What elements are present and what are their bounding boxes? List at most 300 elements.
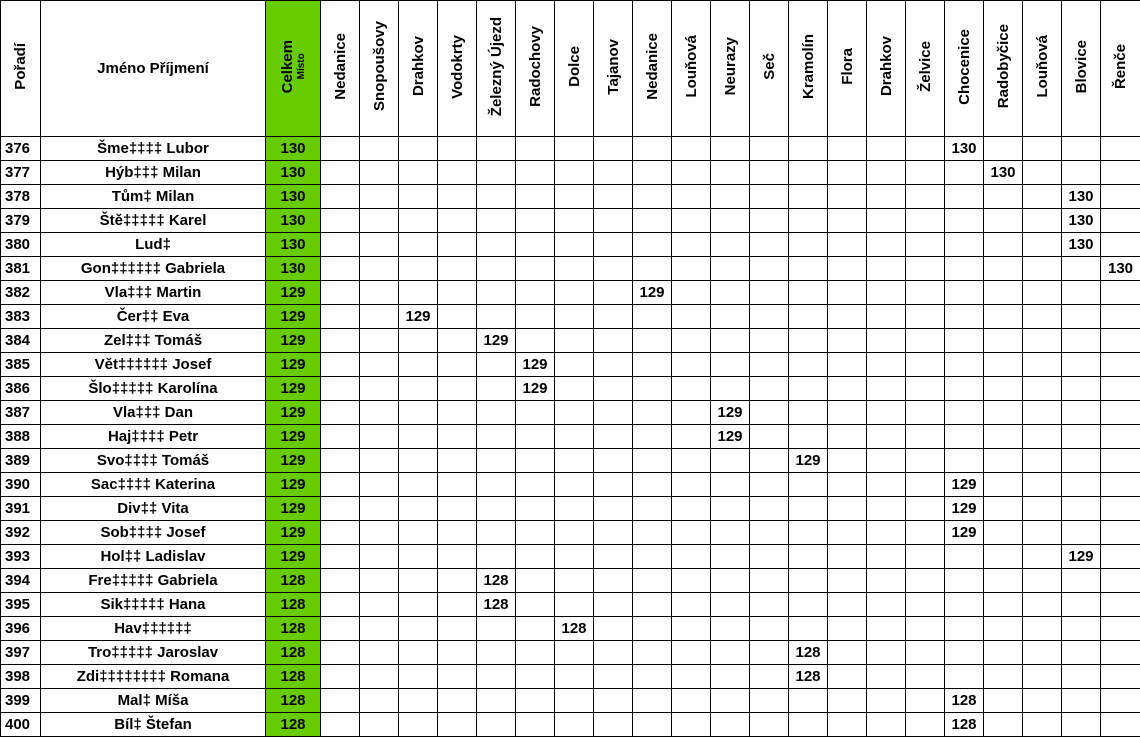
empty-cell — [750, 713, 789, 737]
empty-cell — [711, 641, 750, 665]
table-row — [1, 593, 1140, 617]
empty-cell — [477, 305, 516, 329]
empty-cell — [789, 137, 828, 161]
empty-cell — [984, 473, 1023, 497]
score-cell: 129 — [399, 305, 438, 329]
empty-cell — [633, 137, 672, 161]
empty-cell — [321, 233, 360, 257]
empty-cell — [516, 425, 555, 449]
table-row — [1, 497, 1140, 521]
empty-cell — [360, 689, 399, 713]
empty-cell — [867, 305, 906, 329]
empty-cell — [360, 449, 399, 473]
name-cell: Fre‡‡‡‡‡ Gabriela — [41, 569, 266, 593]
empty-cell — [360, 617, 399, 641]
empty-cell — [555, 449, 594, 473]
empty-cell — [594, 137, 633, 161]
rank-cell: 395 — [1, 593, 41, 617]
empty-cell — [828, 353, 867, 377]
empty-cell — [321, 377, 360, 401]
empty-cell — [399, 713, 438, 737]
empty-cell — [984, 281, 1023, 305]
empty-cell — [633, 401, 672, 425]
town-header-label: Kramolín — [799, 33, 817, 99]
table-row — [1, 521, 1140, 545]
empty-cell — [1062, 665, 1101, 689]
name-cell: Sac‡‡‡‡ Katerina — [41, 473, 266, 497]
empty-cell — [711, 305, 750, 329]
empty-cell — [438, 305, 477, 329]
score-cell: 129 — [633, 281, 672, 305]
empty-cell — [594, 305, 633, 329]
empty-cell — [828, 473, 867, 497]
rank-cell: 376 — [1, 137, 41, 161]
empty-cell — [711, 713, 750, 737]
empty-cell — [399, 281, 438, 305]
empty-cell — [360, 281, 399, 305]
empty-cell — [438, 593, 477, 617]
empty-cell — [594, 281, 633, 305]
empty-cell — [672, 569, 711, 593]
name-cell: Čer‡‡ Eva — [41, 305, 266, 329]
empty-cell — [867, 377, 906, 401]
table-row — [1, 209, 1140, 233]
empty-cell — [594, 233, 633, 257]
empty-cell — [360, 377, 399, 401]
empty-cell — [945, 617, 984, 641]
town-header — [399, 1, 438, 137]
empty-cell — [945, 377, 984, 401]
empty-cell — [672, 209, 711, 233]
empty-cell — [555, 209, 594, 233]
empty-cell — [321, 281, 360, 305]
empty-cell — [438, 617, 477, 641]
empty-cell — [633, 641, 672, 665]
empty-cell — [867, 521, 906, 545]
empty-cell — [945, 641, 984, 665]
empty-cell — [672, 353, 711, 377]
empty-cell — [477, 641, 516, 665]
table-row — [1, 665, 1140, 689]
total-cell: 129 — [266, 521, 321, 545]
score-cell: 129 — [945, 521, 984, 545]
town-header-label: Nedanice — [643, 33, 661, 100]
empty-cell — [867, 617, 906, 641]
empty-cell — [906, 233, 945, 257]
empty-cell — [789, 401, 828, 425]
score-cell: 128 — [789, 665, 828, 689]
score-cell: 129 — [711, 425, 750, 449]
empty-cell — [828, 281, 867, 305]
name-cell: Šlo‡‡‡‡‡ Karolína — [41, 377, 266, 401]
empty-cell — [867, 713, 906, 737]
name-cell: Ště‡‡‡‡‡ Karel — [41, 209, 266, 233]
empty-cell — [360, 497, 399, 521]
empty-cell — [594, 497, 633, 521]
empty-cell — [633, 161, 672, 185]
empty-cell — [555, 377, 594, 401]
name-cell: Div‡‡ Vita — [41, 497, 266, 521]
empty-cell — [516, 689, 555, 713]
town-header-label: Radobyčice — [994, 24, 1012, 109]
town-header-label: Želvice — [916, 41, 934, 92]
empty-cell — [594, 521, 633, 545]
empty-cell — [906, 497, 945, 521]
empty-cell — [945, 329, 984, 353]
empty-cell — [945, 665, 984, 689]
empty-cell — [1023, 329, 1062, 353]
score-cell: 129 — [477, 329, 516, 353]
empty-cell — [438, 521, 477, 545]
empty-cell — [984, 497, 1023, 521]
rank-cell: 379 — [1, 209, 41, 233]
total-cell: 128 — [266, 569, 321, 593]
name-cell: Vět‡‡‡‡‡‡ Josef — [41, 353, 266, 377]
total-cell: 129 — [266, 305, 321, 329]
empty-cell — [711, 521, 750, 545]
total-cell: 129 — [266, 281, 321, 305]
empty-cell — [789, 617, 828, 641]
empty-cell — [672, 137, 711, 161]
empty-cell — [1023, 641, 1062, 665]
empty-cell — [1101, 425, 1140, 449]
score-cell: 129 — [516, 353, 555, 377]
empty-cell — [1101, 185, 1140, 209]
empty-cell — [750, 425, 789, 449]
town-header-label: Flora — [838, 48, 856, 85]
empty-cell — [399, 161, 438, 185]
empty-cell — [633, 521, 672, 545]
empty-cell — [633, 377, 672, 401]
empty-cell — [360, 137, 399, 161]
empty-cell — [867, 161, 906, 185]
empty-cell — [633, 257, 672, 281]
empty-cell — [711, 593, 750, 617]
empty-cell — [477, 281, 516, 305]
empty-cell — [321, 569, 360, 593]
empty-cell — [672, 281, 711, 305]
empty-cell — [1062, 521, 1101, 545]
empty-cell — [672, 497, 711, 521]
empty-cell — [828, 521, 867, 545]
total-cell: 128 — [266, 617, 321, 641]
empty-cell — [711, 281, 750, 305]
empty-cell — [555, 641, 594, 665]
empty-cell — [906, 689, 945, 713]
empty-cell — [477, 353, 516, 377]
score-cell: 129 — [516, 377, 555, 401]
empty-cell — [438, 329, 477, 353]
score-cell: 130 — [1062, 185, 1101, 209]
town-header — [828, 1, 867, 137]
empty-cell — [906, 641, 945, 665]
empty-cell — [984, 137, 1023, 161]
empty-cell — [633, 617, 672, 641]
empty-cell — [438, 353, 477, 377]
empty-cell — [516, 305, 555, 329]
empty-cell — [633, 665, 672, 689]
total-cell: 130 — [266, 185, 321, 209]
total-header-sublabel: Místo — [296, 53, 307, 80]
name-cell: Sik‡‡‡‡‡ Hana — [41, 593, 266, 617]
empty-cell — [867, 185, 906, 209]
empty-cell — [789, 329, 828, 353]
town-header-label: Louňová — [1033, 35, 1051, 98]
town-header — [789, 1, 828, 137]
town-header-label: Louňová — [682, 35, 700, 98]
empty-cell — [984, 665, 1023, 689]
score-cell: 128 — [477, 593, 516, 617]
empty-cell — [828, 425, 867, 449]
empty-cell — [1023, 569, 1062, 593]
empty-cell — [789, 497, 828, 521]
empty-cell — [789, 713, 828, 737]
town-header — [516, 1, 555, 137]
empty-cell — [321, 497, 360, 521]
empty-cell — [906, 161, 945, 185]
empty-cell — [399, 329, 438, 353]
empty-cell — [750, 689, 789, 713]
empty-cell — [1062, 497, 1101, 521]
empty-cell — [945, 257, 984, 281]
empty-cell — [906, 593, 945, 617]
empty-cell — [750, 473, 789, 497]
empty-cell — [594, 353, 633, 377]
empty-cell — [906, 545, 945, 569]
empty-cell — [828, 593, 867, 617]
empty-cell — [828, 233, 867, 257]
empty-cell — [1062, 641, 1101, 665]
empty-cell — [750, 641, 789, 665]
empty-cell — [360, 425, 399, 449]
empty-cell — [828, 449, 867, 473]
empty-cell — [516, 545, 555, 569]
name-cell: Lud‡ — [41, 233, 266, 257]
empty-cell — [1023, 713, 1062, 737]
empty-cell — [555, 257, 594, 281]
empty-cell — [945, 305, 984, 329]
empty-cell — [360, 545, 399, 569]
empty-cell — [1101, 689, 1140, 713]
empty-cell — [867, 257, 906, 281]
empty-cell — [750, 665, 789, 689]
empty-cell — [399, 569, 438, 593]
empty-cell — [1062, 473, 1101, 497]
empty-cell — [1101, 569, 1140, 593]
empty-cell — [984, 401, 1023, 425]
empty-cell — [399, 521, 438, 545]
empty-cell — [594, 617, 633, 641]
empty-cell — [438, 641, 477, 665]
name-cell: Hol‡‡ Ladislav — [41, 545, 266, 569]
empty-cell — [594, 593, 633, 617]
empty-cell — [1023, 521, 1062, 545]
empty-cell — [438, 425, 477, 449]
table-row — [1, 689, 1140, 713]
empty-cell — [1101, 305, 1140, 329]
town-header — [633, 1, 672, 137]
empty-cell — [633, 593, 672, 617]
empty-cell — [711, 473, 750, 497]
town-header — [594, 1, 633, 137]
empty-cell — [360, 641, 399, 665]
name-header-label: Jméno Příjmení — [97, 60, 209, 77]
score-cell: 128 — [945, 713, 984, 737]
empty-cell — [828, 185, 867, 209]
empty-cell — [1023, 161, 1062, 185]
empty-cell — [1062, 257, 1101, 281]
empty-cell — [1101, 329, 1140, 353]
empty-cell — [828, 665, 867, 689]
total-cell: 129 — [266, 473, 321, 497]
table-row — [1, 233, 1140, 257]
empty-cell — [672, 473, 711, 497]
town-header — [672, 1, 711, 137]
rank-header-label: Pořadí — [12, 43, 29, 90]
empty-cell — [477, 425, 516, 449]
empty-cell — [1062, 449, 1101, 473]
rank-cell: 386 — [1, 377, 41, 401]
empty-cell — [672, 521, 711, 545]
empty-cell — [750, 377, 789, 401]
empty-cell — [516, 281, 555, 305]
empty-cell — [984, 185, 1023, 209]
score-cell: 129 — [1062, 545, 1101, 569]
empty-cell — [477, 257, 516, 281]
name-cell: Vla‡‡‡ Martin — [41, 281, 266, 305]
empty-cell — [516, 137, 555, 161]
empty-cell — [516, 593, 555, 617]
empty-cell — [906, 449, 945, 473]
empty-cell — [1101, 233, 1140, 257]
rank-header — [1, 1, 41, 137]
empty-cell — [906, 257, 945, 281]
empty-cell — [984, 257, 1023, 281]
empty-cell — [360, 401, 399, 425]
empty-cell — [1101, 137, 1140, 161]
empty-cell — [594, 425, 633, 449]
empty-cell — [1062, 617, 1101, 641]
empty-cell — [516, 473, 555, 497]
empty-cell — [477, 497, 516, 521]
empty-cell — [711, 569, 750, 593]
empty-cell — [633, 329, 672, 353]
empty-cell — [555, 329, 594, 353]
empty-cell — [399, 209, 438, 233]
table-row — [1, 425, 1140, 449]
empty-cell — [906, 377, 945, 401]
empty-cell — [477, 713, 516, 737]
empty-cell — [984, 233, 1023, 257]
empty-cell — [555, 425, 594, 449]
empty-cell — [672, 377, 711, 401]
rank-cell: 391 — [1, 497, 41, 521]
total-cell: 130 — [266, 209, 321, 233]
rank-cell: 398 — [1, 665, 41, 689]
empty-cell — [633, 425, 672, 449]
table-row — [1, 353, 1140, 377]
empty-cell — [711, 353, 750, 377]
empty-cell — [906, 329, 945, 353]
empty-cell — [828, 329, 867, 353]
empty-cell — [984, 593, 1023, 617]
name-header — [41, 1, 266, 137]
empty-cell — [789, 185, 828, 209]
score-cell: 128 — [555, 617, 594, 641]
empty-cell — [477, 473, 516, 497]
empty-cell — [984, 329, 1023, 353]
empty-cell — [828, 617, 867, 641]
empty-cell — [555, 689, 594, 713]
empty-cell — [711, 665, 750, 689]
empty-cell — [360, 185, 399, 209]
empty-cell — [711, 689, 750, 713]
empty-cell — [828, 569, 867, 593]
empty-cell — [438, 449, 477, 473]
rank-cell: 388 — [1, 425, 41, 449]
score-cell: 130 — [984, 161, 1023, 185]
empty-cell — [945, 593, 984, 617]
empty-cell — [321, 329, 360, 353]
rank-cell: 385 — [1, 353, 41, 377]
empty-cell — [516, 329, 555, 353]
empty-cell — [906, 137, 945, 161]
empty-cell — [711, 209, 750, 233]
empty-cell — [984, 353, 1023, 377]
town-header-label: Chocenice — [955, 28, 973, 105]
empty-cell — [906, 305, 945, 329]
empty-cell — [1101, 473, 1140, 497]
empty-cell — [321, 713, 360, 737]
town-header — [1062, 1, 1101, 137]
name-cell: Svo‡‡‡‡ Tomáš — [41, 449, 266, 473]
empty-cell — [984, 521, 1023, 545]
empty-cell — [711, 185, 750, 209]
name-cell: Gon‡‡‡‡‡‡ Gabriela — [41, 257, 266, 281]
empty-cell — [594, 545, 633, 569]
empty-cell — [750, 305, 789, 329]
empty-cell — [360, 257, 399, 281]
empty-cell — [672, 161, 711, 185]
empty-cell — [750, 449, 789, 473]
empty-cell — [906, 713, 945, 737]
empty-cell — [516, 233, 555, 257]
empty-cell — [1023, 305, 1062, 329]
name-cell: Šme‡‡‡‡ Lubor — [41, 137, 266, 161]
empty-cell — [1101, 497, 1140, 521]
empty-cell — [321, 521, 360, 545]
town-header-label: Blovice — [1072, 39, 1090, 94]
total-cell: 129 — [266, 449, 321, 473]
rank-cell: 393 — [1, 545, 41, 569]
empty-cell — [516, 521, 555, 545]
empty-cell — [711, 161, 750, 185]
table-row — [1, 281, 1140, 305]
empty-cell — [438, 473, 477, 497]
empty-cell — [984, 545, 1023, 569]
empty-cell — [1023, 281, 1062, 305]
town-header — [711, 1, 750, 137]
rank-cell: 384 — [1, 329, 41, 353]
empty-cell — [399, 353, 438, 377]
empty-cell — [399, 497, 438, 521]
empty-cell — [555, 497, 594, 521]
score-cell: 129 — [945, 497, 984, 521]
empty-cell — [438, 233, 477, 257]
empty-cell — [828, 209, 867, 233]
empty-cell — [399, 377, 438, 401]
empty-cell — [1023, 257, 1062, 281]
